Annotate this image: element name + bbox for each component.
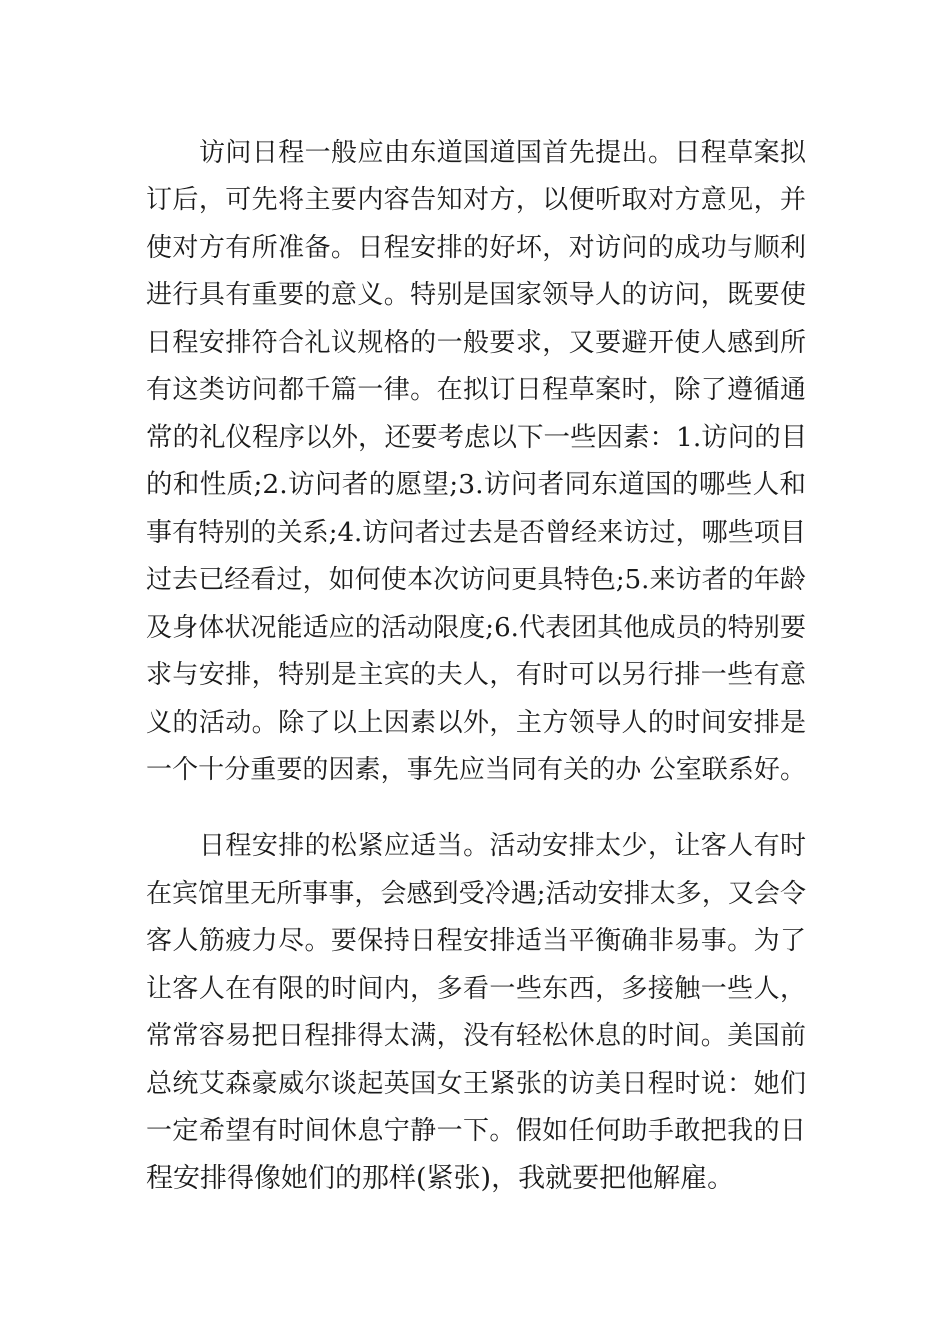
paragraph-2-line-6: 总统艾森豪威尔谈起英国女王紧张的访美日程时说：她们 — [146, 1069, 806, 1099]
paragraph-1-line-5: 日程安排符合礼议规格的一般要求，又要避开使人感到所 — [146, 328, 806, 358]
paragraph-1-line-1: 访问日程一般应由东道国道国首先提出。日程草案拟 — [199, 138, 806, 168]
paragraph-1-line-12: 求与安排，特别是主宾的夫人，有时可以另行排一些有意 — [146, 660, 806, 690]
paragraph-1-line-10: 过去已经看过，如何使本次访问更具特色;5.来访者的年龄 — [146, 565, 806, 595]
paragraph-2-line-2: 在宾馆里无所事事，会感到受冷遇;活动安排太多，又会令 — [146, 879, 806, 909]
paragraph-1-line-7: 常的礼仪程序以外，还要考虑以下一些因素：1.访问的目 — [146, 422, 808, 453]
paragraph-2-line-1: 日程安排的松紧应适当。活动安排太少，让客人有时 — [199, 831, 806, 861]
paragraph-1-line-9: 事有特别的关系;4.访问者过去是否曾经来访过，哪些项目 — [146, 518, 806, 548]
paragraph-1-line-14: 一个十分重要的因素，事先应当同有关的办 公室联系好。 — [146, 755, 806, 785]
paragraph-2-line-3: 客人筋疲力尽。要保持日程安排适当平衡确非易事。为了 — [146, 926, 806, 956]
paragraph-1-line-8: 的和性质;2.访问者的愿望;3.访问者同东道国的哪些人和 — [146, 469, 806, 500]
paragraph-1-line-13: 义的活动。除了以上因素以外，主方领导人的时间安排是 — [146, 708, 806, 738]
paragraph-2-line-8: 程安排得像她们的那样(紧张)，我就要把他解雇。 — [146, 1163, 735, 1194]
paragraph-1-line-4: 进行具有重要的意义。特别是国家领导人的访问，既要使 — [146, 280, 806, 310]
paragraph-1-line-6: 有这类访问都千篇一律。在拟订日程草案时，除了遵循通 — [146, 375, 806, 405]
paragraph-2-line-7: 一定希望有时间休息宁静一下。假如任何助手敢把我的日 — [146, 1116, 806, 1146]
paragraph-1-line-11: 及身体状况能适应的活动限度;6.代表团其他成员的特别要 — [146, 613, 806, 643]
paragraph-2-line-4: 让客人在有限的时间内，多看一些东西，多接触一些人， — [146, 974, 806, 1004]
paragraph-1-line-2: 订后，可先将主要内容告知对方，以便听取对方意见，并 — [146, 185, 806, 215]
paragraph-1-line-3: 使对方有所准备。日程安排的好坏，对访问的成功与顺利 — [146, 233, 806, 263]
paragraph-2-line-5: 常常容易把日程排得太满，没有轻松休息的时间。美国前 — [146, 1021, 806, 1051]
